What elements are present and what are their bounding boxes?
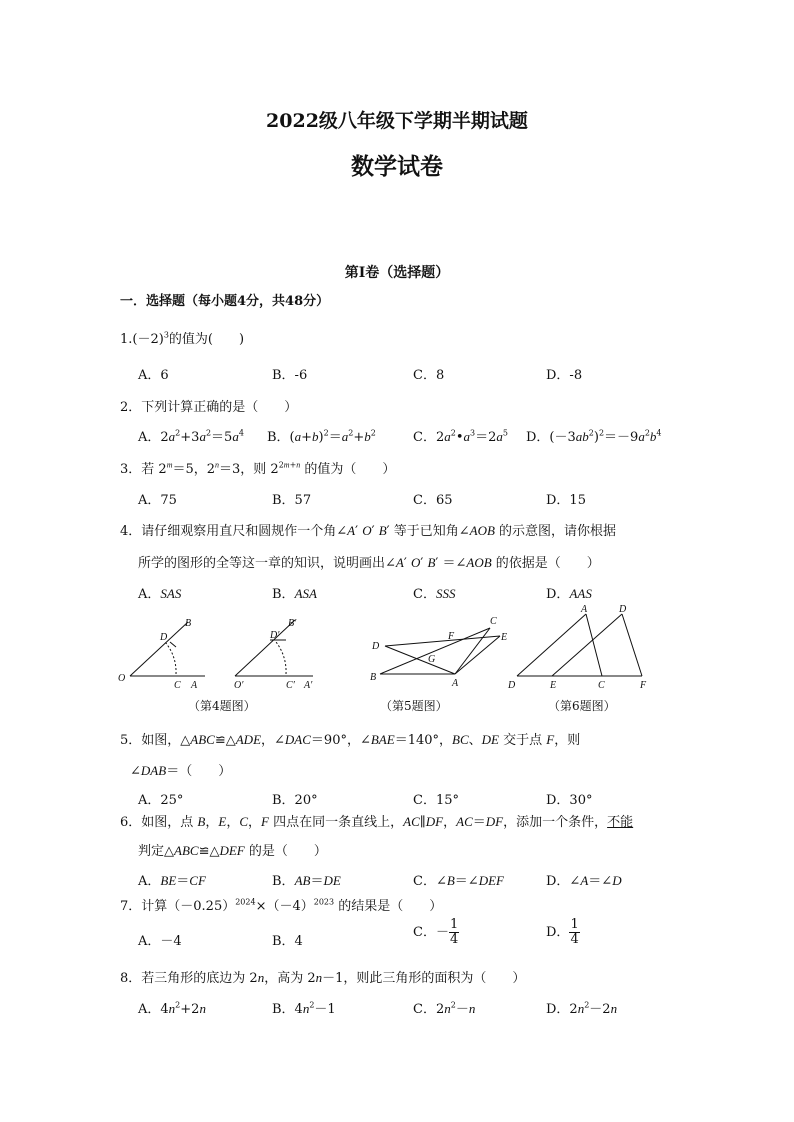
q5-option-c: C．15°	[413, 793, 459, 808]
svg-text:A: A	[191, 680, 198, 691]
q8-option-d: D．$2n^2-2n$	[546, 1000, 618, 1017]
figure-5-caption: （第5题图）	[380, 699, 448, 713]
q6-option-a: A．BE＝CF	[138, 873, 206, 889]
question-4-line-1: 4．请仔细观察用直尺和圆规作一个角∠A′ O′ B′ 等于已知角∠AOB 的示意图，请你根据	[120, 523, 617, 539]
q7-option-b: B．4	[272, 934, 303, 949]
svg-text:B′: B′	[288, 618, 297, 629]
svg-text:O′: O′	[234, 680, 244, 691]
q1-option-d: D．-8	[546, 368, 583, 383]
q7-option-d: D． $\frac{1}{4}$	[546, 917, 579, 947]
q8-option-b: B．$4n^2-1$	[272, 1000, 336, 1017]
question-4-line-2: 所学的图形的全等这一章的知识，说明画出∠A′ O′ B′ ＝∠AOB 的依据是（ ）	[138, 555, 600, 571]
svg-text:D: D	[619, 604, 627, 615]
q3-option-a: A．75	[138, 493, 177, 508]
svg-text:A′: A′	[304, 680, 313, 691]
figure-4-caption: （第4题图）	[188, 699, 256, 713]
q3-option-b: B．57	[272, 493, 312, 508]
svg-text:D: D	[372, 641, 380, 652]
q2-option-b: B．$(a+b)^2=a^2+b^2$	[267, 428, 376, 445]
q7-option-a: A．－4	[138, 934, 182, 949]
q1-option-c: C．8	[413, 368, 445, 383]
q2-option-c: C．$2a^2•a^3=2a^5$	[413, 428, 508, 445]
svg-text:B: B	[185, 618, 192, 629]
svg-text:C: C	[490, 616, 497, 627]
svg-text:C′: C′	[286, 680, 295, 691]
svg-text:O: O	[118, 673, 126, 684]
svg-text:B: B	[370, 672, 377, 683]
question-7: 7．计算$(-0.25)^{2024}\times(-4)^{2023}$ 的结果是（ ）	[120, 897, 443, 914]
svg-text:C: C	[598, 680, 605, 691]
q4-option-a: A．SAS	[138, 586, 182, 602]
part-heading: 一．选择题（每小题4分，共48分）	[120, 294, 330, 309]
question-1: $1.(-2)^3$的值为( )	[120, 330, 245, 347]
q4-option-c: C．SSS	[413, 586, 456, 602]
page-subtitle: 数学试卷	[351, 153, 443, 180]
q4-option-b: B．ASA	[272, 586, 317, 602]
question-3: 3．若 $2^m=5$，$2^n=3$，则 $2^{2m+n}$ 的值为（ ）	[120, 460, 396, 477]
q4-option-d: D．AAS	[546, 586, 592, 602]
svg-text:E: E	[501, 632, 508, 643]
question-2: 2．下列计算正确的是（ ）	[120, 400, 298, 415]
svg-text:E: E	[550, 680, 557, 691]
q7-option-c: C．－ $\frac{1}{4}$	[413, 917, 459, 947]
svg-text:A: A	[452, 678, 459, 689]
question-5-line-2: ∠DAB＝（ ）	[130, 763, 232, 779]
q5-option-a: A．25°	[138, 793, 184, 808]
svg-text:C: C	[174, 680, 181, 691]
figure-6-caption: （第6题图）	[548, 699, 616, 713]
q6-option-b: B．AB＝DE	[272, 873, 341, 889]
q1-option-b: B．-6	[272, 368, 308, 383]
q2-option-d: D．$(-3ab^2)^2=-9a^2b^4$	[526, 428, 662, 445]
q2-option-a: A．$2a^2+3a^2=5a^4$	[138, 428, 244, 445]
svg-text:A: A	[581, 604, 588, 615]
svg-text:D: D	[508, 680, 516, 691]
q8-option-c: C．$2n^2-n$	[413, 1000, 476, 1017]
figure-5	[370, 616, 507, 689]
q1-option-a: A．6	[138, 368, 169, 383]
question-8: 8．若三角形的底边为 2n，高为 2n－1，则此三角形的面积为（ ）	[120, 970, 526, 986]
question-6-line-1: 6．如图，点 B，E，C，F 四点在同一条直线上，AC∥DF，AC＝DF，添加一个条件，不能	[120, 814, 634, 830]
svg-text:F: F	[448, 631, 455, 642]
q8-option-a: A．$4n^2+2n$	[138, 1000, 206, 1017]
svg-text:D: D	[160, 632, 168, 643]
svg-text:D′: D′	[270, 630, 280, 641]
q5-option-b: B．20°	[272, 793, 318, 808]
q3-option-c: C．65	[413, 493, 453, 508]
question-6-line-2: 判定△ABC≌△DEF 的是（ ）	[138, 843, 327, 859]
q6-option-d: D．∠A＝∠D	[546, 873, 622, 889]
svg-text:G: G	[428, 654, 436, 665]
figure-4b	[234, 618, 313, 691]
q5-option-d: D．30°	[546, 793, 593, 808]
figure-6	[507, 604, 647, 691]
q6-option-c: C．∠B＝∠DEF	[413, 873, 504, 889]
section-heading: 第Ⅰ卷（选择题）	[344, 265, 450, 281]
figure-4a	[118, 618, 205, 691]
q3-option-d: D．15	[546, 493, 586, 508]
figures-row	[0, 602, 794, 692]
svg-text:F: F	[640, 680, 647, 691]
question-5-line-1: 5．如图，△ABC≌△ADE，∠DAC＝90°，∠BAE＝140°，BC、DE 交于点 F，则	[120, 732, 581, 748]
page-title: 2022级八年级下学期半期试题	[266, 110, 528, 132]
